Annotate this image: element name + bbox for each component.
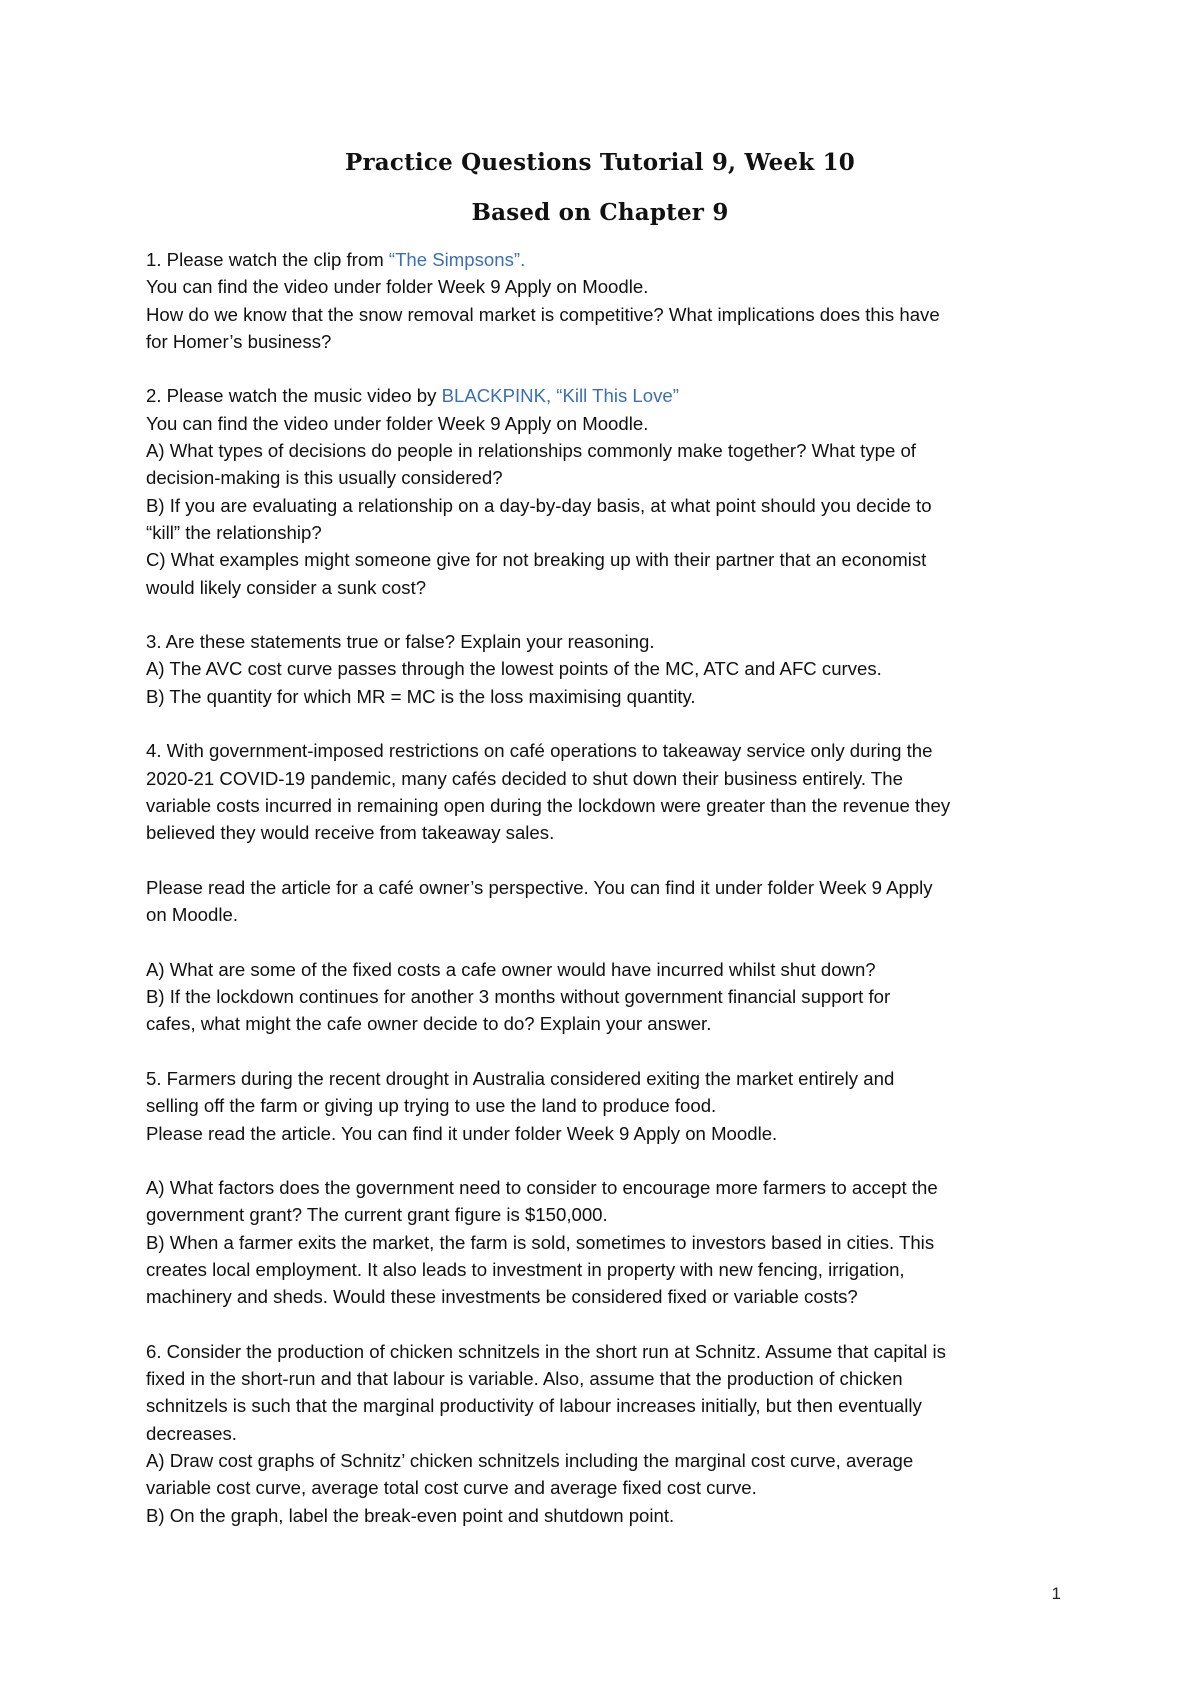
q1-line-1: [146, 246, 1076, 273]
q2-line-7: C) What examples might someone give for not breaking up with their partner that an economist: [146, 549, 927, 571]
page-number: 1: [1051, 1584, 1061, 1603]
q2-line-3: A) What types of decisions do people in relationships commonly make together? What type of: [146, 440, 916, 462]
q5-line-2: selling off the farm or giving up trying to use the land to produce food.: [146, 1095, 717, 1117]
q5-line-1: 5. Farmers during the recent drought in Australia considered exiting the market entirely and: [146, 1067, 895, 1089]
q4-line-5: Please read the article for a café owner’s perspective. You can find it under folder Week 9 Apply: [146, 876, 933, 898]
q1-line-3: How do we know that the snow removal market is competitive? What implications does this have: [146, 303, 940, 325]
spacer: [146, 847, 1076, 874]
q6-line-2: fixed in the short-run and that labour is variable. Also, assume that the production of chicken: [146, 1368, 903, 1390]
q4-line-1: 4. With government-imposed restrictions on café operations to takeaway service only during the: [146, 740, 933, 762]
q5-line-7: creates local employment. It also leads to investment in property with new fencing, irrigation,: [146, 1258, 905, 1280]
q4-line-7: A) What are some of the fixed costs a cafe owner would have incurred whilst shut down?: [146, 958, 876, 980]
q4-line-2: 2020-21 COVID-19 pandemic, many cafés decided to shut down their business entirely. The: [146, 767, 903, 789]
q6-line-6: variable cost curve, average total cost curve and average fixed cost curve.: [146, 1477, 757, 1499]
q5-line-8: machinery and sheds. Would these investments be considered fixed or variable costs?: [146, 1286, 858, 1308]
q6-line-3: schnitzels is such that the marginal productivity of labour increases initially, but then eventually: [146, 1395, 922, 1417]
q2-line-1: [146, 382, 1076, 409]
q4-line-3: variable costs incurred in remaining open during the lockdown were greater than the revenue they: [146, 794, 951, 816]
spacer: [146, 928, 1076, 955]
spacer: [146, 710, 1076, 737]
q2-line-8: would likely consider a sunk cost?: [146, 576, 427, 598]
blackpink-link[interactable]: BLACKPINK, “Kill This Love”: [441, 385, 679, 407]
document-body: [146, 246, 1076, 1529]
q2-line-4: decision-making is this usually considered?: [146, 467, 503, 489]
q5-line-6: B) When a farmer exits the market, the farm is sold, sometimes to investors based in cities. This: [146, 1231, 935, 1253]
q1-text: 1. Please watch the clip from: [146, 249, 389, 270]
q3-line-3: B) The quantity for which MR = MC is the loss maximising quantity.: [146, 685, 696, 707]
q5-line-5: government grant? The current grant figure is $150,000.: [146, 1204, 608, 1226]
spacer: [146, 355, 1076, 382]
q2-line-2: You can find the video under folder Week 9 Apply on Moodle.: [146, 412, 649, 434]
q4-line-9: cafes, what might the cafe owner decide to do? Explain your answer.: [146, 1013, 712, 1035]
document-subtitle: Based on Chapter 9: [471, 199, 729, 226]
q5-line-3: Please read the article. You can find it under folder Week 9 Apply on Moodle.: [146, 1122, 778, 1144]
spacer: [146, 1038, 1076, 1065]
q6-line-7: B) On the graph, label the break-even point and shutdown point.: [146, 1504, 675, 1526]
q4-line-4: believed they would receive from takeaway sales.: [146, 822, 555, 844]
document-title: Practice Questions Tutorial 9, Week 10: [344, 149, 856, 176]
q2-line-6: “kill” the relationship?: [146, 521, 322, 543]
q5-line-4: A) What factors does the government need to consider to encourage more farmers to accept the: [146, 1177, 938, 1199]
q2-line-5: B) If you are evaluating a relationship on a day-by-day basis, at what point should you decide to: [146, 494, 932, 516]
q6-line-1: 6. Consider the production of chicken schnitzels in the short run at Schnitz. Assume that capital is: [146, 1340, 946, 1362]
q3-line-1: 3. Are these statements true or false? Explain your reasoning.: [146, 631, 655, 653]
q4-line-8: B) If the lockdown continues for another 3 months without government financial support for: [146, 986, 891, 1008]
simpsons-link[interactable]: “The Simpsons”.: [388, 249, 526, 270]
q3-line-2: A) The AVC cost curve passes through the lowest points of the MC, ATC and AFC curves.: [146, 658, 882, 680]
q4-line-6: on Moodle.: [146, 904, 238, 926]
spacer: [146, 1311, 1076, 1338]
q1-line-4: for Homer’s business?: [146, 330, 332, 352]
q6-line-4: decreases.: [146, 1422, 237, 1444]
q2-text: 2. Please watch the music video by: [146, 385, 442, 407]
q1-line-2: You can find the video under folder Week 9 Apply on Moodle.: [146, 276, 649, 298]
spacer: [146, 601, 1076, 628]
spacer: [146, 1147, 1076, 1174]
q6-line-5: A) Draw cost graphs of Schnitz’ chicken schnitzels including the marginal cost curve, average: [146, 1450, 914, 1472]
